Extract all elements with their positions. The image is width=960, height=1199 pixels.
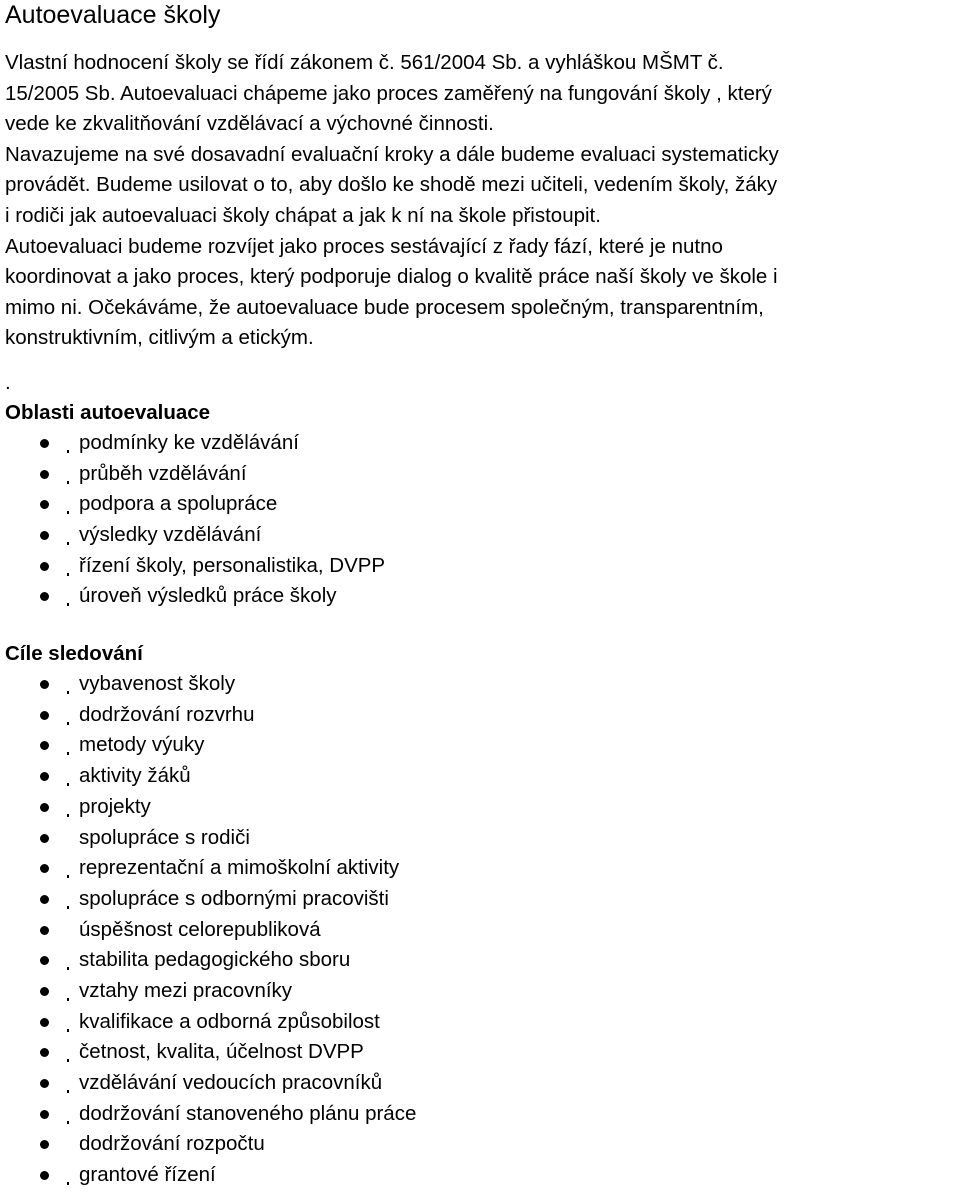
- tick-mark-icon: [67, 481, 69, 484]
- list-item: [5, 976, 960, 1007]
- list-item: [5, 915, 960, 946]
- list-item-label: vybavenost školy: [79, 672, 236, 696]
- bullet-icon: [40, 1110, 49, 1119]
- list-item: [5, 1099, 960, 1130]
- tick-mark-icon: [67, 814, 69, 817]
- bullet-icon: [40, 680, 49, 689]
- list-item: [5, 823, 960, 854]
- bullet-icon: [40, 926, 49, 935]
- list-item: [5, 853, 960, 884]
- list-item: [5, 1037, 960, 1068]
- list-item: [5, 551, 960, 582]
- tick-mark-icon: [67, 998, 69, 1001]
- bullet-icon: [40, 956, 49, 965]
- list-item: [5, 489, 960, 520]
- cile-heading: Cíle sledování: [5, 642, 143, 666]
- list-item-label: spolupráce s rodiči: [79, 825, 250, 849]
- tick-mark-icon: [67, 875, 69, 878]
- tick-mark-icon: [67, 691, 69, 694]
- bullet-icon: [40, 1140, 49, 1149]
- intro-line: vede ke zkvalitňování vzdělávací a výchovné činnosti.: [5, 112, 494, 136]
- list-item-label: úspěšnost celorepubliková: [79, 917, 321, 941]
- tick-mark-icon: [67, 511, 69, 514]
- list-item-label: výsledky vzdělávání: [79, 523, 262, 546]
- list-item-label: aktivity žáků: [79, 764, 191, 788]
- bullet-icon: [40, 531, 49, 540]
- list-item-label: podmínky ke vzdělávání: [79, 430, 299, 454]
- tick-mark-icon: [67, 783, 69, 786]
- list-item-label: vztahy mezi pracovníky: [79, 978, 293, 1002]
- bullet-icon: [40, 803, 49, 812]
- list-item-label: spolupráce s odbornými pracovišti: [79, 886, 389, 910]
- tick-mark-icon: [67, 1121, 69, 1124]
- bullet-icon: [40, 500, 49, 509]
- list-item-label: reprezentační a mimoškolní aktivity: [79, 856, 400, 880]
- list-item: [5, 945, 960, 976]
- bullet-icon: [40, 772, 49, 781]
- list-item: [5, 520, 960, 551]
- list-item: [5, 459, 960, 490]
- list-item: [5, 761, 960, 792]
- intro-line: konstruktivním, citlivým a etickým.: [5, 326, 314, 350]
- list-item: [5, 581, 960, 612]
- intro-line: koordinovat a jako proces, který podporuje dialog o kvalitě práce naší školy ve škole i: [5, 265, 778, 289]
- page-title: Autoevaluace školy: [5, 1, 221, 29]
- document-page: [5, 0, 960, 1191]
- bullet-icon: [40, 1171, 49, 1180]
- list-item: [5, 1007, 960, 1038]
- bullet-icon: [40, 1018, 49, 1027]
- oblasti-list: [5, 428, 960, 612]
- list-item-label: průběh vzdělávání: [79, 461, 247, 485]
- tick-mark-icon: [67, 906, 69, 909]
- bullet-icon: [40, 741, 49, 750]
- tick-mark-icon: [67, 1059, 69, 1062]
- tick-mark-icon: [67, 542, 69, 545]
- tick-mark-icon: [67, 1182, 69, 1185]
- bullet-icon: [40, 834, 49, 843]
- list-item: [5, 1129, 960, 1160]
- tick-mark-icon: [67, 1090, 69, 1093]
- cile-list: [5, 669, 960, 1191]
- list-item-label: stabilita pedagogického sboru: [79, 948, 351, 972]
- tick-mark-icon: [67, 603, 69, 606]
- bullet-icon: [40, 895, 49, 904]
- tick-mark-icon: [67, 450, 69, 453]
- list-item-label: dodržování stanoveného plánu práce: [79, 1101, 417, 1125]
- intro-paragraph: [5, 48, 960, 354]
- bullet-icon: [40, 1079, 49, 1088]
- list-item: [5, 428, 960, 459]
- bullet-icon: [40, 439, 49, 448]
- tick-mark-icon: [67, 573, 69, 576]
- list-item: [5, 669, 960, 700]
- list-item: [5, 884, 960, 915]
- list-item-label: vzdělávání vedoucích pracovníků: [79, 1071, 383, 1094]
- section-gap: [5, 612, 960, 639]
- tick-mark-icon: [67, 752, 69, 755]
- intro-line: 15/2005 Sb. Autoevaluaci chápeme jako proces zaměřený na fungování školy , který: [5, 81, 772, 105]
- list-item: [5, 730, 960, 761]
- list-item-label: dodržování rozvrhu: [79, 702, 255, 726]
- separator-dot: .: [5, 370, 11, 394]
- tick-mark-icon: [67, 1029, 69, 1032]
- list-item: [5, 1068, 960, 1099]
- bullet-icon: [40, 711, 49, 720]
- list-item-label: projekty: [79, 794, 151, 818]
- list-item-label: dodržování rozpočtu: [79, 1132, 265, 1156]
- list-item: [5, 792, 960, 823]
- list-item-label: kvalifikace a odborná způsobilost: [79, 1009, 380, 1033]
- list-item: [5, 700, 960, 731]
- intro-line: i rodiči jak autoevaluaci školy chápat a jak k ní na škole přistoupit.: [5, 203, 601, 227]
- intro-line: provádět. Budeme usilovat o to, aby došlo ke shodě mezi učiteli, vedením školy, žáky: [5, 173, 778, 197]
- intro-line: Autoevaluaci budeme rozvíjet jako proces sestávající z řady fází, které je nutno: [5, 234, 723, 258]
- bullet-icon: [40, 1048, 49, 1057]
- bullet-icon: [40, 562, 49, 571]
- bullet-icon: [40, 470, 49, 479]
- list-item-label: četnost, kvalita, účelnost DVPP: [79, 1040, 364, 1064]
- bullet-icon: [40, 987, 49, 996]
- oblasti-heading: Oblasti autoevaluace: [5, 400, 211, 424]
- tick-mark-icon: [67, 967, 69, 970]
- intro-line: Navazujeme na své dosavadní evaluační kroky a dále budeme evaluaci systematicky: [5, 142, 779, 166]
- list-item-label: grantové řízení: [79, 1163, 216, 1187]
- tick-mark-icon: [67, 722, 69, 725]
- intro-line: Vlastní hodnocení školy se řídí zákonem č. 561/2004 Sb. a vyhláškou MŠMT č.: [5, 51, 724, 74]
- list-item: [5, 1160, 960, 1191]
- list-item-label: metody výuky: [79, 733, 205, 757]
- intro-line: mimo ni. Očekáváme, že autoevaluace bude procesem společným, transparentním,: [5, 295, 764, 319]
- list-item-label: úroveň výsledků práce školy: [79, 584, 337, 608]
- list-item-label: řízení školy, personalistika, DVPP: [79, 553, 386, 577]
- bullet-icon: [40, 592, 49, 601]
- list-item-label: podpora a spolupráce: [79, 492, 278, 516]
- bullet-icon: [40, 864, 49, 873]
